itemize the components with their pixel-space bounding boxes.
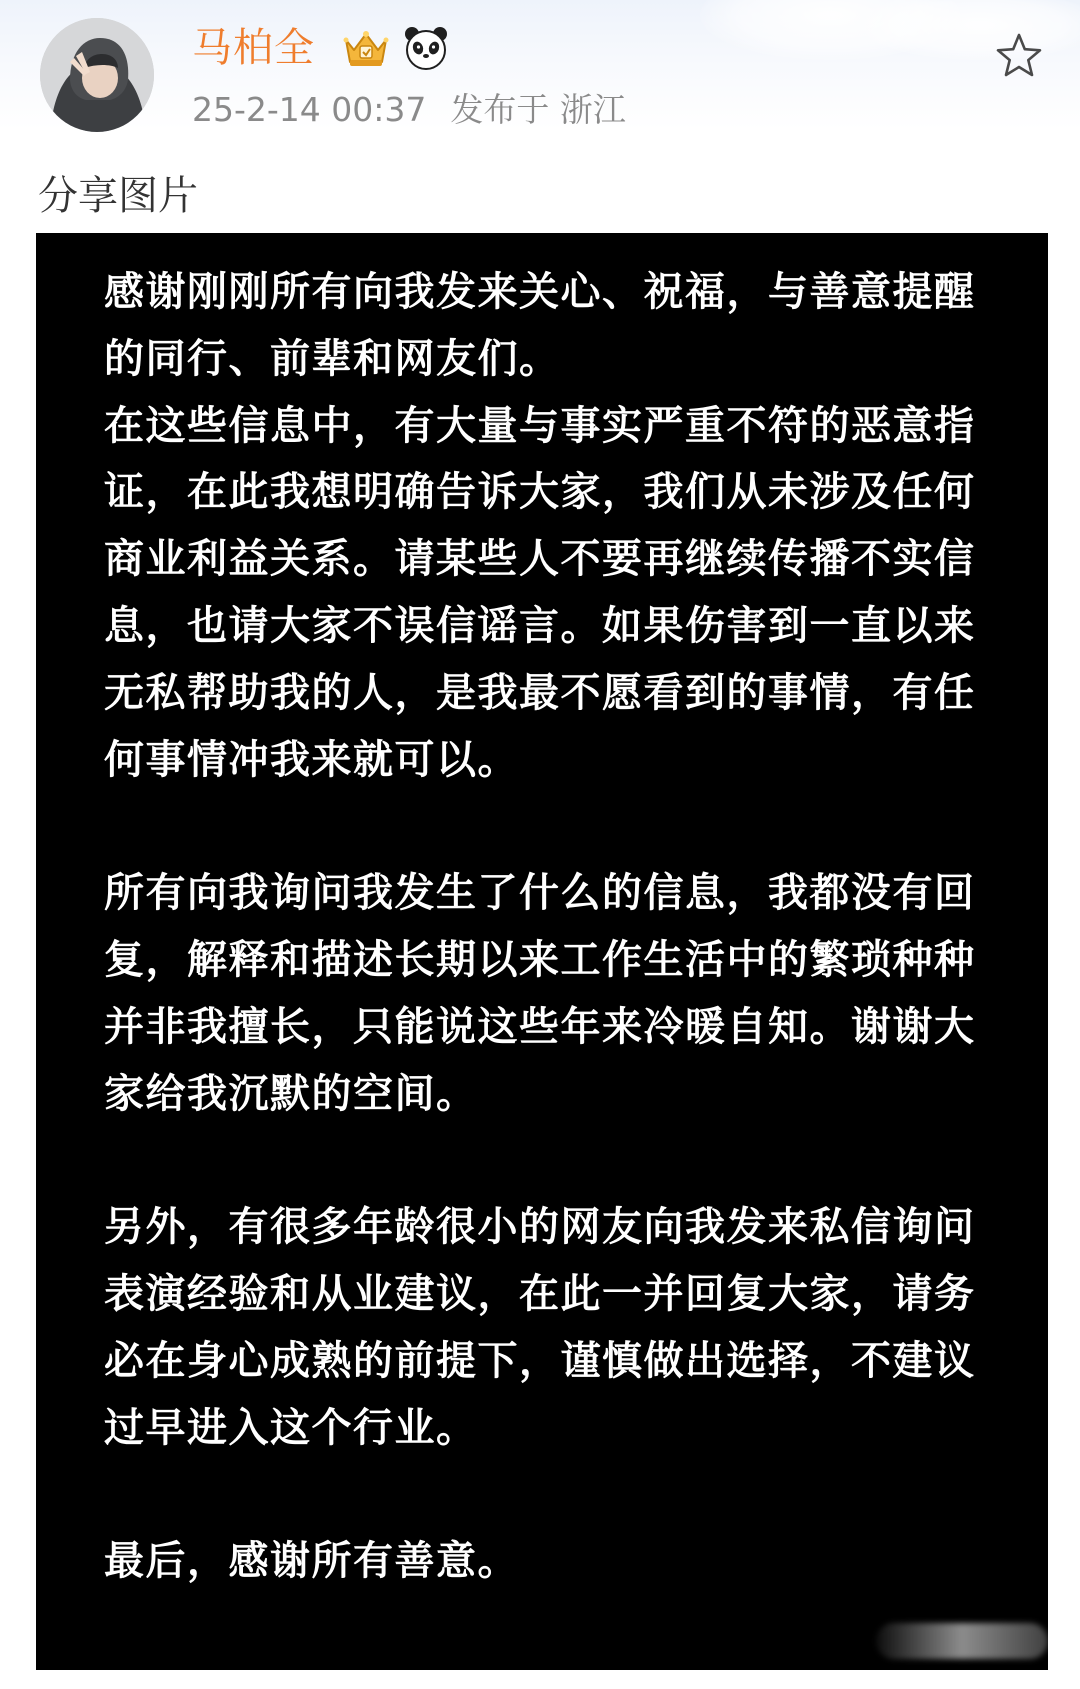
- post-text: 分享图片: [38, 173, 198, 219]
- crown-badge-icon[interactable]: [340, 26, 392, 70]
- post-location: 浙江: [559, 90, 626, 129]
- statement-text: [104, 259, 984, 1595]
- statement-paragraph: 所有向我询问我发生了什么的信息，我都没有回复，解释和描述长期以来工作生活中的繁琐种种并非我擅长，只能说这些年来冷暖自知。谢谢大家给我沉默的空间。: [104, 870, 976, 1117]
- avatar-photo: [40, 18, 154, 132]
- statement-paragraph: 另外，有很多年龄很小的网友向我发来私信询问表演经验和从业建议，在此一并回复大家，请务必在身心成熟的前提下，谨慎做出选择，不建议过早进入这个行业。: [104, 1204, 976, 1451]
- author-avatar[interactable]: [40, 18, 154, 132]
- panda-icon: [402, 24, 450, 72]
- star-outline-icon[interactable]: [993, 30, 1045, 82]
- location-prefix: 发布于: [450, 90, 550, 129]
- author-name[interactable]: 马柏全: [192, 25, 315, 71]
- statement-paragraph: 感谢刚刚所有向我发来关心、祝福，与善意提醒的同行、前辈和网友们。 在这些信息中，有大量与事实严重不符的恶意指证，在此我想明确告诉大家，我们从未涉及任何商业利益关系。请某些人不要再继续传播不实信息，也请大家不误信谣言。如果伤害到一直以来无私帮助我的人，是我最不愿看到的事情，有任何事情冲我来就可以。: [104, 269, 976, 783]
- image-watermark: [876, 1623, 1048, 1659]
- statement-paragraph: 最后，感谢所有善意。: [104, 1538, 519, 1585]
- post-meta: [192, 88, 626, 132]
- post-time: 25-2-14 00:37: [192, 90, 427, 129]
- post-image[interactable]: [36, 233, 1048, 1670]
